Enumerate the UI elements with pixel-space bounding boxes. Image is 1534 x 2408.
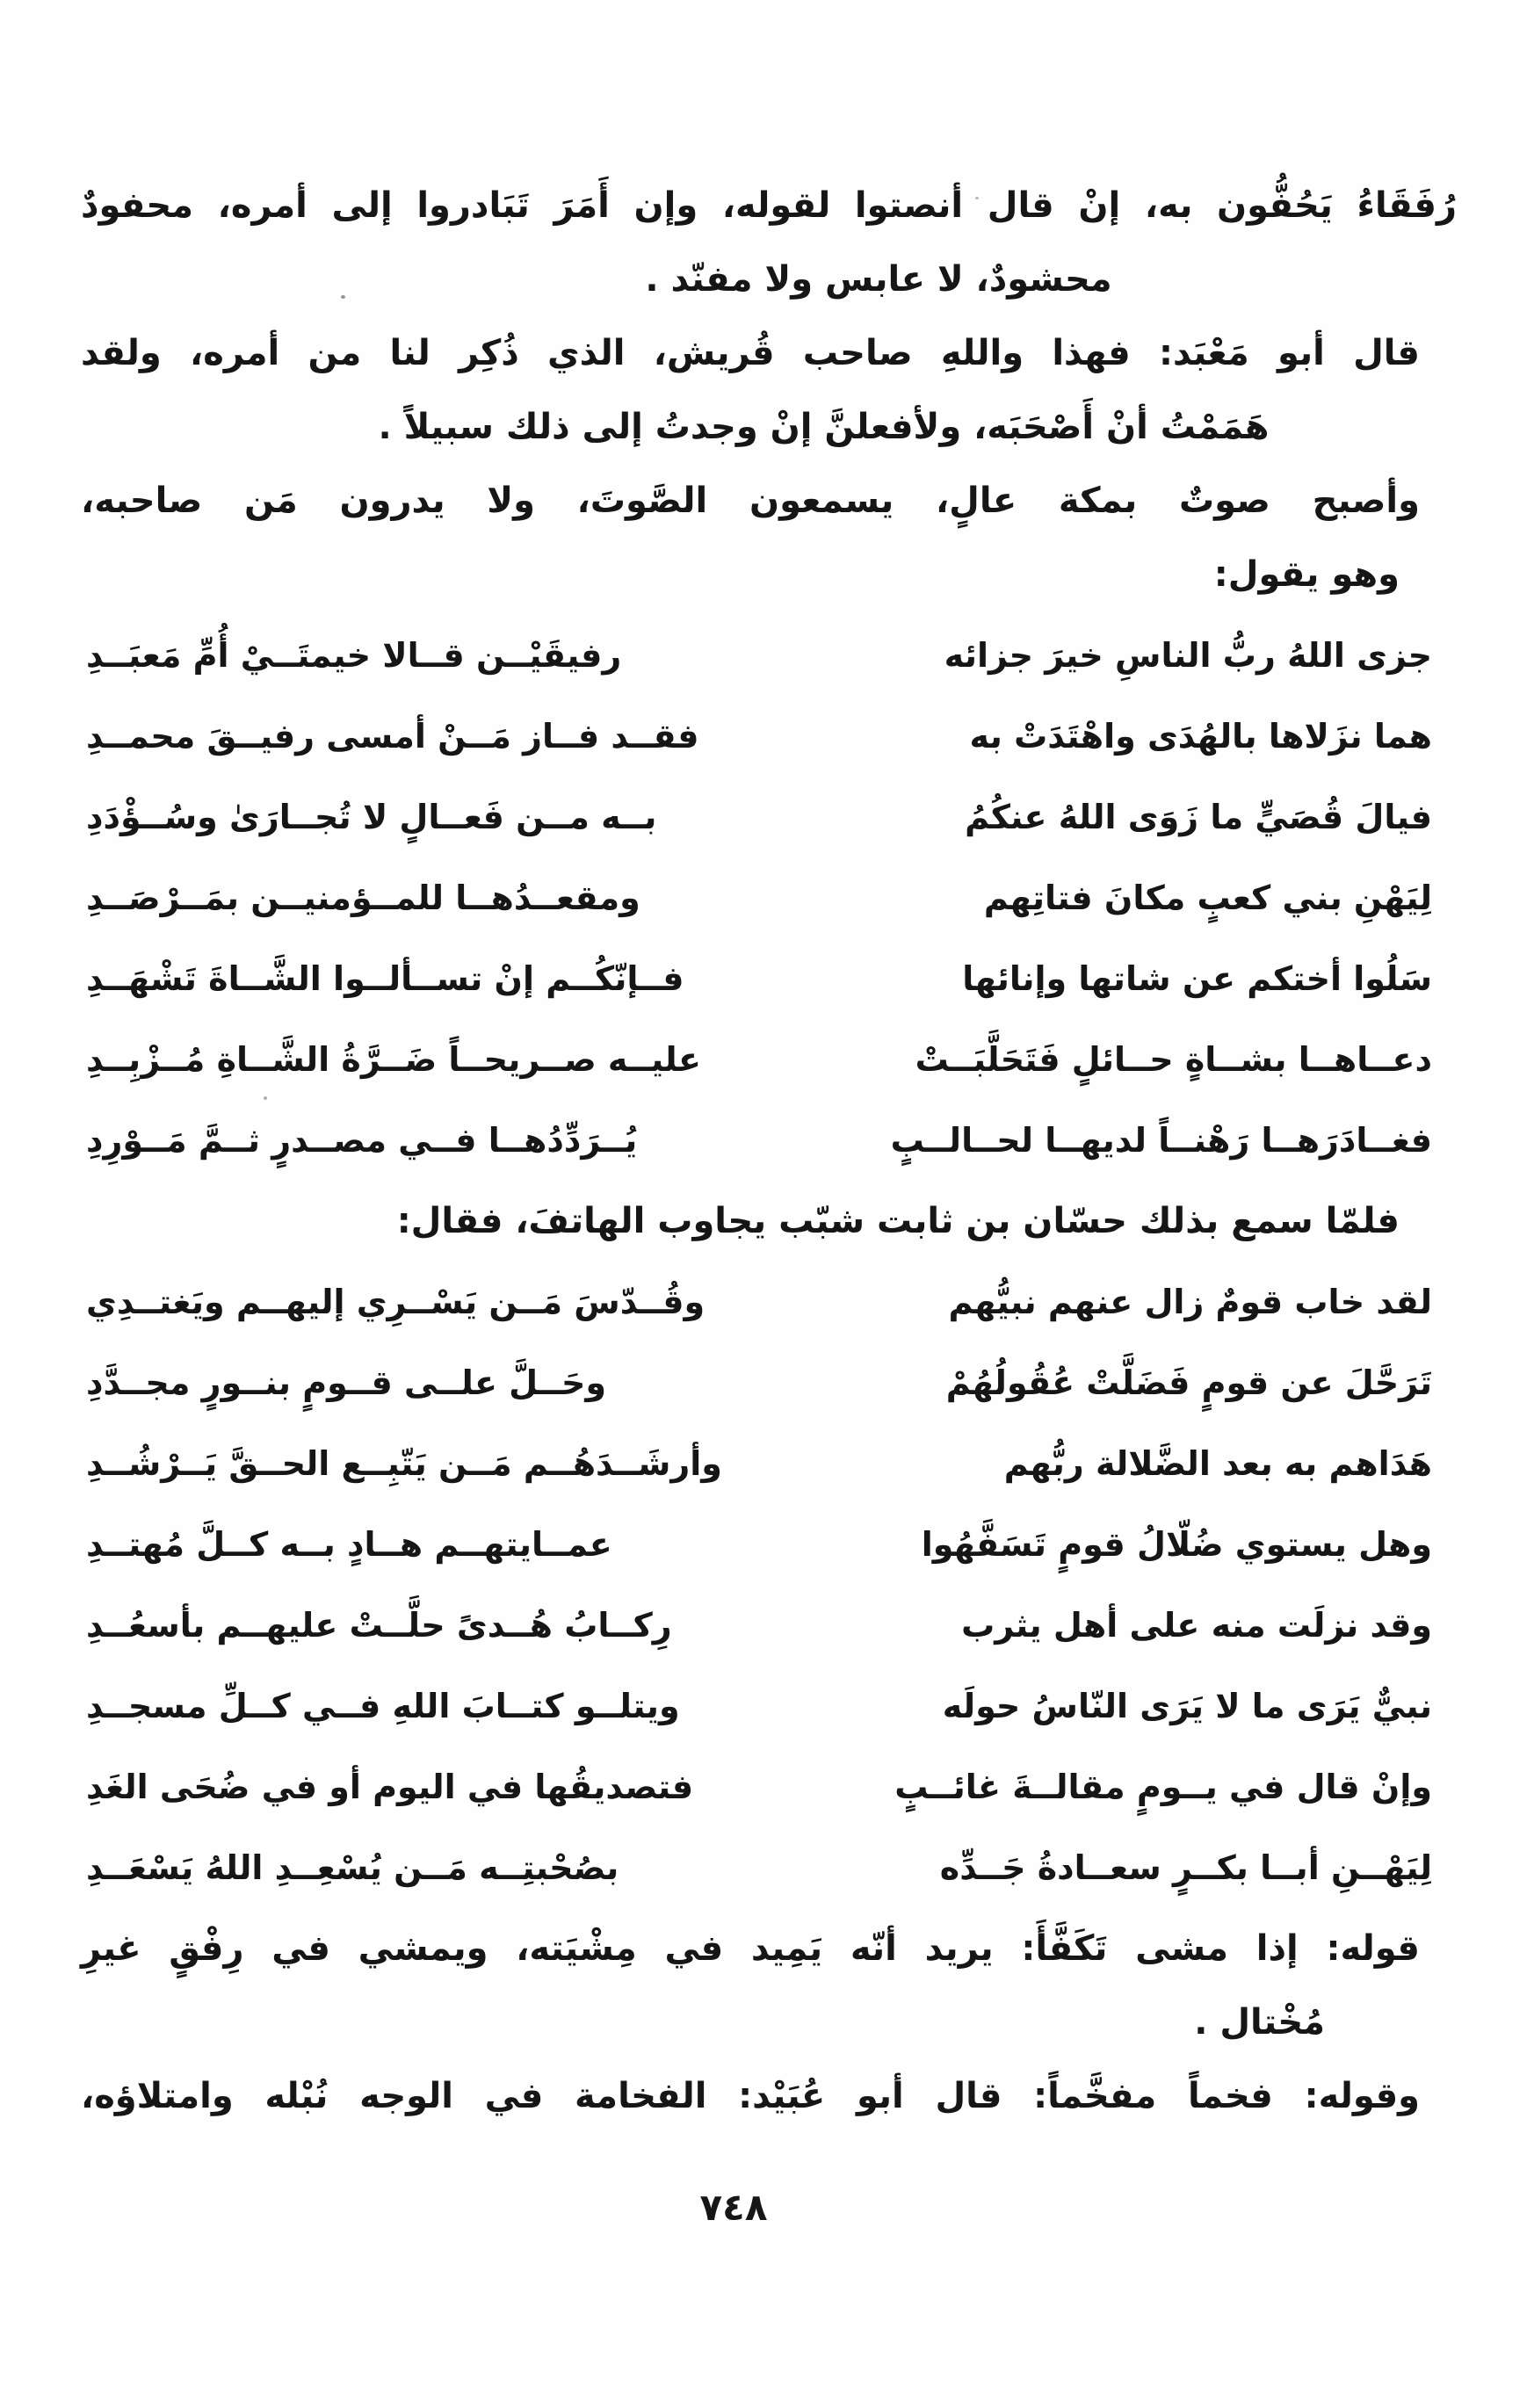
verse-sadr: وهل يستوي ضُلّالُ قومٍ تَسَفَّهُوا: [921, 1525, 1432, 1564]
verse-sadr: نبيٌّ يَرَى ما لا يَرَى النّاسُ حولَه: [942, 1687, 1432, 1725]
poem-verse: [86, 1746, 1432, 1827]
poem-intro-line: وهو يقول:: [1213, 554, 1400, 595]
verse-sadr: وقد نزلَت منه على أهل يثرب: [961, 1606, 1432, 1645]
page-number: ٧٤٨: [699, 2186, 768, 2229]
poem-verse: [86, 857, 1432, 938]
prose-line: وأصبح صوتٌ بمكة عالٍ، يسمعون الصَّوتَ، ولا يدرون مَن صاحبه،: [81, 481, 1420, 521]
verse-sadr: لِيَهْنِ بني كعبٍ مكانَ فتاتِهم: [983, 879, 1432, 917]
poem-verse: [86, 938, 1432, 1019]
verse-sadr: دعــاهــا بشــاةٍ حــائلٍ فَتَحَلَّبَــتْ: [915, 1040, 1432, 1079]
intro-prose: [81, 169, 1457, 611]
poem-verse: [86, 1019, 1432, 1100]
verse-ajuz: عليــه صــريحــاً ضَــرَّةُ الشَّــاةِ مُــزْبِــدِ: [86, 1040, 701, 1079]
verse-ajuz: وقُــدّسَ مَــن يَسْــرِي إليهــم ويَغتــدِي: [86, 1283, 705, 1321]
verse-ajuz: فــإنّكُــم إنْ تســألــوا الشَّــاةَ تَشْهَــدِ: [86, 959, 684, 998]
verse-sadr: جزى اللهُ ربُّ الناسِ خيرَ جزائه: [944, 636, 1432, 675]
hatif-poem: [81, 615, 1457, 1181]
hassan-poem: [81, 1262, 1457, 1908]
poem-verse: [86, 1585, 1432, 1666]
verse-sadr: سَلُوا أختكم عن شاتها وإنائها: [962, 959, 1432, 998]
verse-ajuz: فتصديقُها في اليوم أو في ضُحَى الغَدِ: [86, 1768, 694, 1806]
verse-ajuz: فقــد فــاز مَــنْ أمسى رفيــقَ محمــدِ: [86, 717, 699, 756]
commentary-prose: [81, 1912, 1457, 2133]
verse-sadr: لقد خاب قومٌ زال عنهم نبيُّهم: [948, 1283, 1432, 1321]
hassan-intro-line: فلمّا سمع بذلك حسّان بن ثابت شبّب يجاوب الهاتفَ، فقال:: [396, 1201, 1400, 1241]
verse-sadr: فغــادَرَهــا رَهْنــاً لديهــا لحــالــبٍ: [890, 1121, 1432, 1160]
verse-sadr: تَرَحَّلَ عن قومٍ فَضَلَّتْ عُقُولُهُمْ: [945, 1363, 1432, 1402]
prose-line: رُفَقَاءُ يَحُفُّون به، إنْ قال أنصتوا لقوله، وإن أَمَرَ تَبَادروا إلى أمره، محفودٌ: [81, 185, 1457, 226]
verse-ajuz: ومقعــدُهــا للمــؤمنيــن بمَــرْصَــدِ: [86, 879, 640, 917]
verse-ajuz: يُــرَدِّدُهــا فــي مصــدرٍ ثــمَّ مَــوْرِدِ: [86, 1121, 638, 1160]
prose-line: محشودٌ، لا عابس ولا مفنّد .: [645, 259, 1112, 300]
poem-verse: [86, 1342, 1432, 1423]
prose-line: قال أبو مَعْبَد: فهذا واللهِ صاحب قُريش، الذي ذُكِر لنا من أمره، ولقد: [81, 333, 1420, 373]
verse-ajuz: رِكــابُ هُــدىً حلَّــتْ عليهــم بأسعُــدِ: [86, 1606, 672, 1645]
poem-verse: [86, 1262, 1432, 1342]
poem-verse: [86, 1100, 1432, 1181]
prose-line: مُخْتال .: [1194, 2002, 1325, 2043]
verse-ajuz: وحَــلَّ علــى قــومٍ بنــورٍ مجــدَّدِ: [86, 1363, 607, 1402]
verse-ajuz: عمــايتهــم هــادٍ بــه كــلَّ مُهتــدِ: [86, 1525, 612, 1564]
poem-verse: [86, 1423, 1432, 1504]
verse-sadr: هما نزَلاها بالهُدَى واهْتَدَتْ به: [969, 717, 1432, 756]
prose-line: قوله: إذا مشى تَكَفَّأَ: يريد أنّه يَمِيد في مِشْيَته، ويمشي في رِفْقٍ غيرِ: [81, 1928, 1420, 1969]
verse-ajuz: بصُحْبتِــه مَــن يُسْعِــدِ اللهُ يَسْعَــدِ: [86, 1848, 619, 1887]
page-content: [81, 169, 1457, 2133]
poem-verse: [86, 1827, 1432, 1908]
prose-line: وقوله: فخماً مفخَّماً: قال أبو عُبَيْد: الفخامة في الوجه نُبْله وامتلاؤه،: [81, 2076, 1420, 2116]
poem-verse: [86, 1666, 1432, 1746]
verse-sadr: لِيَهْــنِ أبــا بكــرٍ سعــادةُ جَــدِّه: [939, 1848, 1432, 1887]
verse-sadr: فيالَ قُصَيٍّ ما زَوَى اللهُ عنكُمُ: [965, 798, 1432, 836]
verse-sadr: وإنْ قال في يــومٍ مقالــةَ غائــبٍ: [894, 1768, 1432, 1806]
verse-ajuz: بــه مــن فَعــالٍ لا تُجــارَىٰ وسُــؤْدَدِ: [86, 798, 657, 836]
poem-verse: [86, 615, 1432, 696]
verse-ajuz: وأرشَــدَهُــم مَــن يَتّبِــع الحــقَّ يَــرْشُــدِ: [86, 1444, 722, 1483]
verse-ajuz: رفيقَيْــن قــالا خيمتَــيْ أُمِّ مَعبَــدِ: [86, 636, 622, 675]
poem-verse: [86, 777, 1432, 857]
verse-ajuz: ويتلــو كتــابَ اللهِ فــي كــلِّ مسجــدِ: [86, 1687, 680, 1725]
poem-verse: [86, 1504, 1432, 1585]
verse-sadr: هَدَاهم به بعد الضَّلالة ربُّهم: [1003, 1444, 1432, 1483]
poem-verse: [86, 696, 1432, 777]
prose-line: هَمَمْتُ أنْ أَصْحَبَه، ولأفعلنَّ إنْ وجدتُ إلى ذلك سبيلاً .: [378, 407, 1270, 447]
